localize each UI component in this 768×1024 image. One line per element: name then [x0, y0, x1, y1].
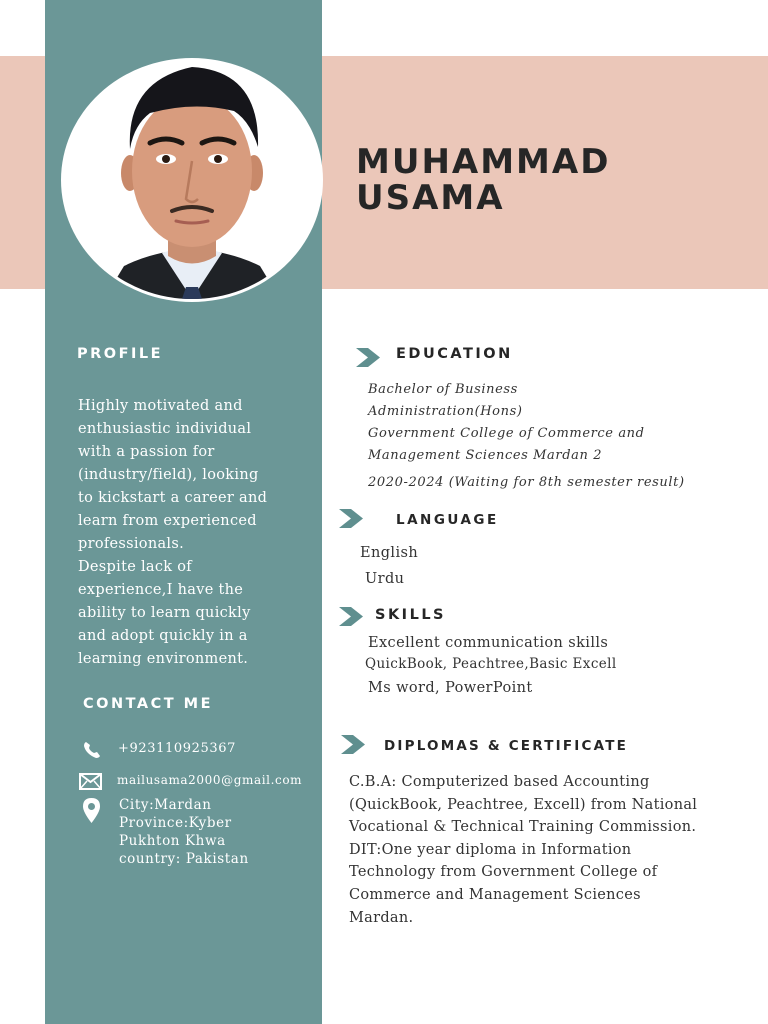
profile-photo [61, 58, 323, 302]
education-heading: EDUCATION [396, 346, 513, 362]
education-line: Management Sciences Mardan 2 [368, 448, 603, 463]
envelope-icon [79, 773, 102, 790]
diploma-line: Mardan. [349, 909, 414, 926]
profile-line: and adopt quickly in a [78, 628, 248, 644]
profile-line: with a passion for [78, 444, 215, 460]
profile-line: enthusiastic individual [78, 421, 252, 437]
diploma-line: Vocational & Technical Training Commission. [349, 819, 697, 836]
profile-line: experience,I have the [78, 582, 244, 598]
address-line: Province:Kyber [119, 815, 232, 831]
chevron-arrow-icon [339, 509, 365, 528]
education-line: Bachelor of Business [368, 382, 518, 397]
chevron-arrow-icon [339, 607, 365, 626]
first-name: MUHAMMAD [356, 142, 611, 182]
profile-line: ability to learn quickly [78, 605, 251, 621]
contact-heading: CONTACT ME [83, 696, 214, 712]
language-item: Urdu [365, 571, 405, 587]
education-years: 2020-2024 (Waiting for 8th semester result) [368, 475, 685, 490]
last-name: USAMA [356, 178, 505, 218]
education-line: Administration(Hons) [368, 404, 523, 419]
phone-icon [82, 740, 102, 760]
education-details [368, 379, 728, 467]
language-item: English [360, 545, 419, 561]
portrait-image [64, 61, 320, 299]
address-line: Pukhton Khwa [119, 833, 226, 849]
address-line: country: Pakistan [119, 851, 249, 867]
diploma-line: (QuickBook, Peachtree, Excell) from National [349, 796, 698, 813]
profile-line: (industry/field), looking [78, 467, 259, 483]
profile-line: Despite lack of [78, 559, 192, 575]
diploma-line: Technology from Government College of [349, 864, 658, 881]
full-name [356, 144, 736, 216]
skills-heading: SKILLS [375, 607, 446, 623]
profile-line: learn from experienced [78, 513, 257, 529]
profile-line: professionals. [78, 536, 185, 552]
profile-line: to kickstart a career and [78, 490, 268, 506]
diplomas-details [349, 771, 719, 929]
diplomas-heading: DIPLOMAS & CERTIFICATE [384, 738, 629, 754]
profile-line: Highly motivated and [78, 398, 243, 414]
chevron-arrow-icon [356, 348, 382, 367]
email-address[interactable]: mailusama2000@gmail.com [117, 773, 303, 787]
diploma-line: C.B.A: Computerized based Accounting [349, 774, 650, 790]
profile-summary [78, 395, 308, 671]
profile-heading: PROFILE [77, 346, 164, 362]
language-heading: LANGUAGE [396, 512, 499, 528]
phone-number[interactable]: +923110925367 [118, 741, 236, 756]
skill-item: Excellent communication skills [368, 635, 609, 651]
education-line: Government College of Commerce and [368, 426, 645, 441]
address [119, 796, 249, 868]
diploma-line: DIT:One year diploma in Information [349, 841, 632, 858]
skill-item: QuickBook, Peachtree,Basic Excell [365, 656, 617, 672]
location-pin-icon [82, 797, 101, 824]
profile-line: learning environment. [78, 651, 249, 667]
address-line: City:Mardan [119, 797, 212, 813]
diploma-line: Commerce and Management Sciences [349, 886, 641, 903]
chevron-arrow-icon [341, 735, 367, 754]
skill-item: Ms word, PowerPoint [368, 680, 533, 696]
